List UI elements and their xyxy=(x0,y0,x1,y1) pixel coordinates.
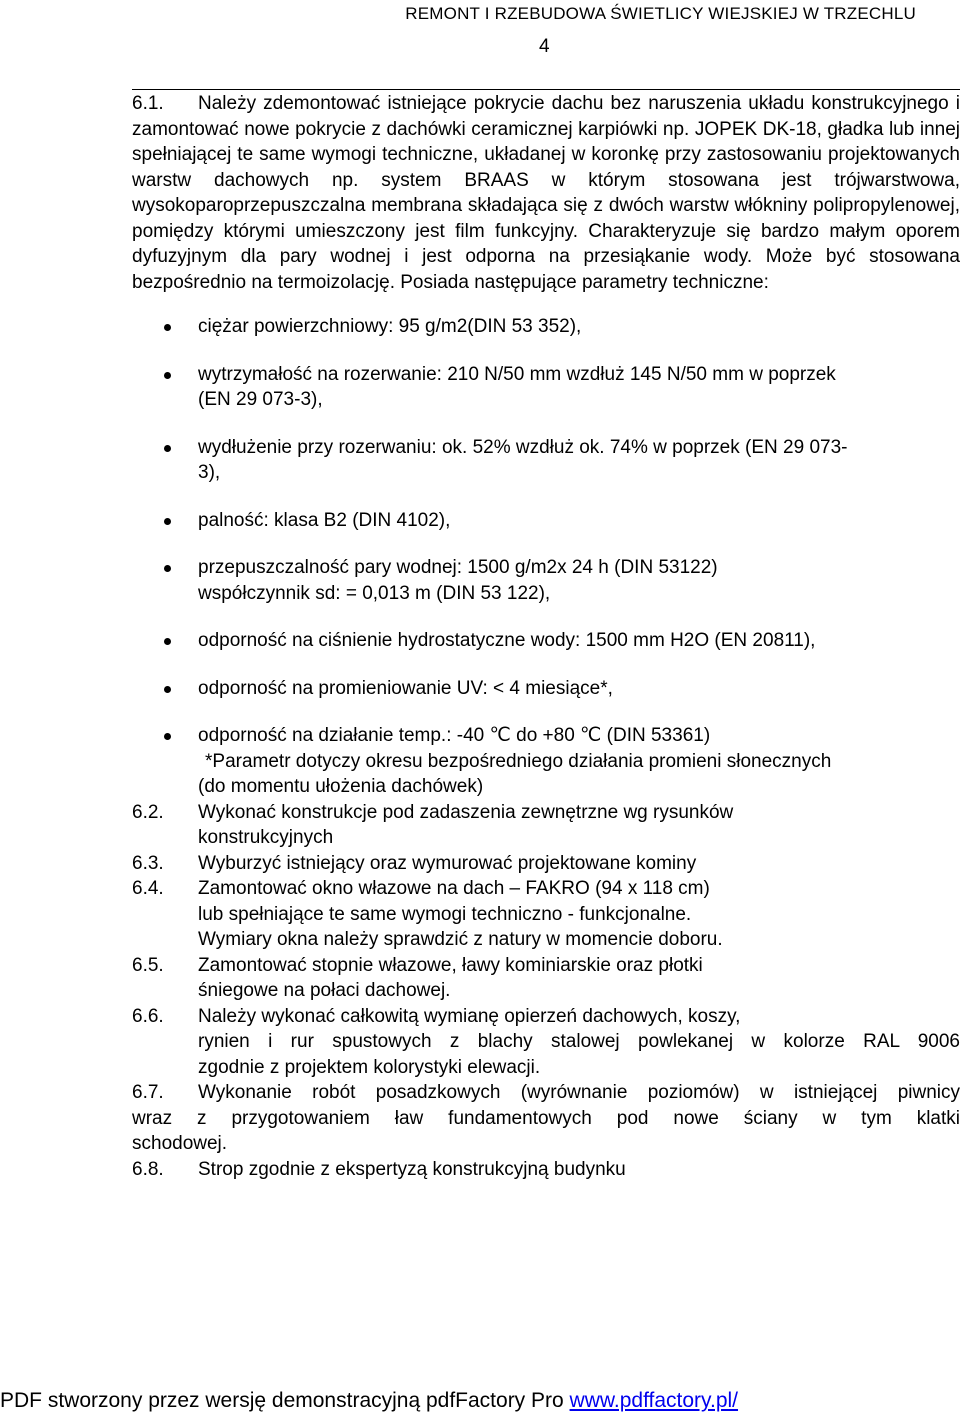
list-item-text: odporność na działanie temp.: -40 ℃ do +80 ℃ (DIN 53361) xyxy=(198,725,711,746)
bullet-icon xyxy=(164,686,171,693)
document-body xyxy=(132,91,960,1182)
list-item-text: (EN 29 073-3), xyxy=(198,389,323,410)
section-number: 6.7. xyxy=(132,1082,164,1103)
paragraph-line: w koronkę przy zastosowaniu projektowanych warstw dachowych np. system BRAAS xyxy=(132,144,960,191)
section-6-8 xyxy=(132,1157,960,1183)
header-divider xyxy=(132,89,960,90)
section-number: 6.5. xyxy=(132,954,164,976)
section-6-1-paragraph xyxy=(132,91,960,295)
list-item-text: 3), xyxy=(198,462,221,483)
bullet-icon xyxy=(164,565,171,572)
paragraph-line: Wykonanie robót posadzkowych (wyrównanie poziomów) w istniejącej piwnicy xyxy=(198,1082,960,1103)
section-number: 6.6. xyxy=(132,1005,164,1027)
item-line: śniegowe na połaci dachowej. xyxy=(198,980,451,1001)
item-6-5 xyxy=(132,953,960,1004)
item-line: Wykonać konstrukcje pod zadaszenia zewnętrzne wg rysunków xyxy=(198,801,734,823)
paragraph-line: w którym stosowana jest trójwarstwowa, wysokoparoprzepuszczalna membrana xyxy=(132,169,960,216)
list-item-text: współczynnik sd: = 0,013 m (DIN 53 122), xyxy=(198,582,551,604)
item-line: Należy wykonać całkowitą wymianę opierzeń dachowych, koszy, xyxy=(198,1005,741,1027)
paragraph-line: stosowana bezpośrednio na termoizolację. Posiada następujące parametry xyxy=(132,246,960,293)
footnote xyxy=(132,749,960,800)
list-item-text: wydłużenie przy rozerwaniu: ok. 52% wzdłuż ok. 74% w poprzek (EN 29 073- xyxy=(198,436,848,458)
paragraph-line: JOPEK DK-18, gładka lub innej spełniającej te same wymogi techniczne, układanej xyxy=(132,118,960,165)
bullet-icon xyxy=(164,445,171,452)
section-number: 6.8. xyxy=(132,1158,164,1180)
list-item-text: odporność na promieniowanie UV: < 4 miesiące*, xyxy=(198,677,613,699)
footer-text: PDF stworzony przez wersję demonstracyjną pdfFactory Pro xyxy=(0,1389,570,1412)
page-number: 4 xyxy=(539,36,550,57)
item-line: Wymiary okna należy sprawdzić z natury w momencie doboru. xyxy=(198,929,723,950)
footnote-line: *Parametr dotyczy okresu bezpośredniego działania promieni słonecznych xyxy=(205,750,832,772)
paragraph-line: Należy zdemontować istniejące pokrycie dachu bez naruszenia układu xyxy=(198,93,805,114)
list-item-text: przepuszczalność pary wodnej: 1500 g/m2x 24 h (DIN 53122) xyxy=(198,557,718,578)
list-item xyxy=(132,508,960,534)
item-6-3 xyxy=(132,851,960,877)
list-item xyxy=(132,628,960,654)
section-number: 6.3. xyxy=(132,852,164,874)
list-item-text: palność: klasa B2 (DIN 4102), xyxy=(198,509,451,531)
paragraph-line: składająca się z dwóch warstw włókniny polipropylenowej, pomiędzy którymi xyxy=(132,195,960,242)
section-number: 6.1. xyxy=(132,93,164,114)
list-item-text: ciężar powierzchniowy: 95 g/m2(DIN 53 352), xyxy=(198,316,582,337)
pdf-footer xyxy=(0,1389,738,1413)
item-line: Zamontować stopnie włazowe, ławy kominiarskie oraz płotki xyxy=(198,954,703,976)
paragraph-line: wraz z przygotowaniem ław fundamentowych pod nowe ściany w tym klatki xyxy=(132,1107,960,1129)
section-6-1 xyxy=(132,91,960,295)
item-6-6 xyxy=(132,1004,960,1081)
paragraph-line: techniczne: xyxy=(672,271,769,293)
footnote-line: (do momentu ułożenia dachówek) xyxy=(198,776,484,797)
list-item-text: wytrzymałość na rozerwanie: 210 N/50 mm wzdłuż 145 N/50 mm w poprzek xyxy=(198,363,836,385)
list-item xyxy=(132,362,960,413)
item-line: Wyburzyć istniejący oraz wymurować projektowane kominy xyxy=(198,852,697,874)
list-item xyxy=(132,555,960,606)
list-item xyxy=(132,314,960,340)
item-line: Zamontować okno włazowe na dach – FAKRO (94 x 118 cm) xyxy=(198,878,710,899)
item-line: lub spełniające te same wymogi techniczno - funkcjonalne. xyxy=(198,903,692,925)
bullet-icon xyxy=(164,638,171,645)
paragraph-line: umieszczony jest film funkcyjny. Charakteryzuje się bardzo małym oporem xyxy=(295,220,960,242)
section-number: 6.2. xyxy=(132,801,164,823)
list-item xyxy=(132,435,960,486)
list-item xyxy=(132,723,960,749)
paragraph-line: dyfuzyjnym dla pary wodnej i jest odporna na przesiąkanie wody. Może być xyxy=(132,246,856,267)
bullet-icon xyxy=(164,733,171,740)
item-6-4 xyxy=(132,876,960,953)
item-line: zgodnie z projektem kolorystyki elewacji. xyxy=(198,1056,541,1078)
item-6-2 xyxy=(132,800,960,851)
document-header: REMONT I RZEBUDOWA ŚWIETLICY WIEJSKIEJ W TRZECHLU xyxy=(405,4,916,23)
paragraph-line: schodowej. xyxy=(132,1133,228,1154)
pdffactory-link[interactable]: www.pdffactory.pl/ xyxy=(569,1389,739,1412)
item-line: rynien i rur spustowych z blachy stalowej powlekanej w kolorze RAL 9006 xyxy=(198,1031,960,1052)
item-line: konstrukcyjnych xyxy=(198,827,334,848)
bullet-icon xyxy=(164,518,171,525)
section-6-7 xyxy=(132,1080,960,1157)
list-item-text: odporność na ciśnienie hydrostatyczne wody: 1500 mm H2O (EN 20811), xyxy=(198,630,816,651)
bullet-icon xyxy=(164,372,171,379)
item-line: Strop zgodnie z ekspertyzą konstrukcyjną budynku xyxy=(198,1158,626,1180)
parameter-list xyxy=(132,314,960,749)
section-number: 6.4. xyxy=(132,878,164,899)
paragraph-line: konstrukcyjnego i zamontować nowe pokrycie z dachówki ceramicznej karpiówki np. xyxy=(132,93,960,140)
bullet-icon xyxy=(164,324,171,331)
list-item xyxy=(132,676,960,702)
